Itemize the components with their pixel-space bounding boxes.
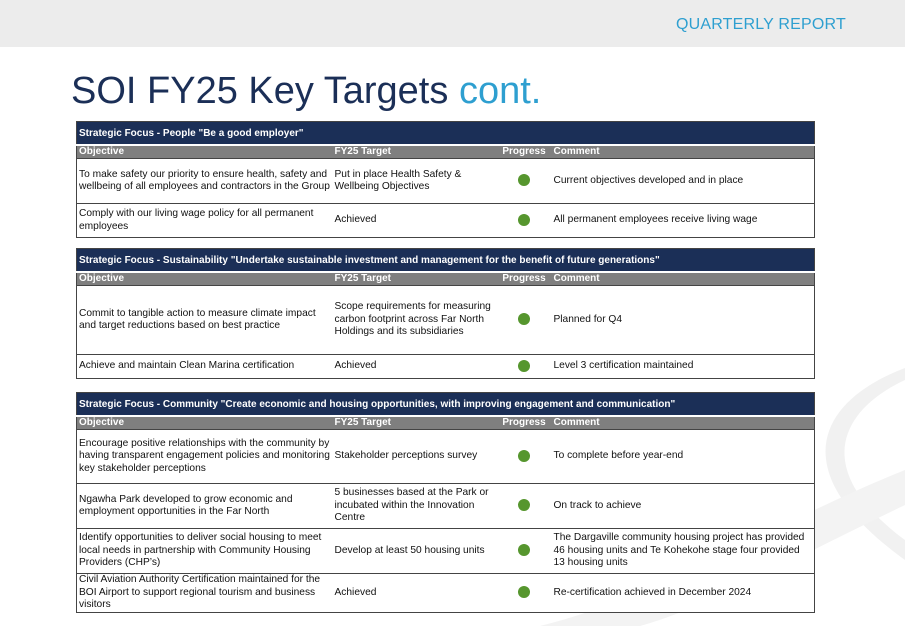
objective-cell: Commit to tangible action to measure climate impact and target reductions based on best practice	[77, 286, 333, 355]
progress-green-indicator	[518, 360, 530, 372]
col-objective: Objective	[77, 145, 333, 159]
progress-green-indicator	[518, 586, 530, 598]
comment-cell: To complete before year-end	[552, 430, 815, 484]
col-objective: Objective	[77, 416, 333, 430]
progress-cell	[497, 159, 552, 204]
col-target: FY25 Target	[333, 416, 497, 430]
col-comment: Comment	[552, 416, 815, 430]
progress-cell	[497, 529, 552, 574]
progress-cell	[497, 484, 552, 529]
column-header-row	[77, 272, 815, 286]
target-cell: 5 businesses based at the Park or incubated within the Innovation Centre	[333, 484, 497, 529]
column-header-row	[77, 145, 815, 159]
progress-cell	[497, 430, 552, 484]
table-row	[77, 355, 815, 379]
target-cell: Scope requirements for measuring carbon footprint across Far North Holdings and its subsidiaries	[333, 286, 497, 355]
table-row	[77, 204, 815, 238]
objective-cell: Ngawha Park developed to grow economic and employment opportunities in the Far North	[77, 484, 333, 529]
section-title: Strategic Focus - Sustainability "Undertake sustainable investment and management for the benefit of future generations"	[77, 249, 815, 273]
section-title: Strategic Focus - People "Be a good employer"	[77, 122, 815, 146]
comment-cell: Level 3 certification maintained	[552, 355, 815, 379]
table-row	[77, 529, 815, 574]
col-progress: Progress	[497, 272, 552, 286]
page-title	[71, 72, 541, 110]
target-cell: Achieved	[333, 574, 497, 613]
table-row	[77, 286, 815, 355]
objective-cell: Identify opportunities to deliver social housing to meet local needs in partnership with Community Housing Providers (CHP’s)	[77, 529, 333, 574]
section-title: Strategic Focus - Community "Create economic and housing opportunities, with improving engagement and communication"	[77, 393, 815, 417]
section-title-row	[77, 393, 815, 417]
table-row	[77, 159, 815, 204]
comment-cell: Current objectives developed and in place	[552, 159, 815, 204]
section-people-table	[76, 121, 815, 238]
section-community-table	[76, 392, 815, 613]
table-row	[77, 430, 815, 484]
objective-cell: Encourage positive relationships with the community by having transparent engagement policies and monitoring key stakeholder perceptions	[77, 430, 333, 484]
progress-green-indicator	[518, 214, 530, 226]
report-label: QUARTERLY REPORT	[675, 16, 846, 33]
col-objective: Objective	[77, 272, 333, 286]
target-cell: Achieved	[333, 355, 497, 379]
progress-cell	[497, 574, 552, 613]
col-progress: Progress	[497, 145, 552, 159]
target-cell: Stakeholder perceptions survey	[333, 430, 497, 484]
target-cell: Achieved	[333, 204, 497, 238]
section-title-row	[77, 122, 815, 146]
progress-green-indicator	[518, 544, 530, 556]
objective-cell: Civil Aviation Authority Certification maintained for the BOI Airport to support regional tourism and business visitors	[77, 574, 333, 613]
objective-cell: Comply with our living wage policy for all permanent employees	[77, 204, 333, 238]
title-accent: cont.	[458, 70, 542, 112]
comment-cell: The Dargaville community housing project has provided 46 housing units and Te Kohekohe stage four provided 13 housing units	[552, 529, 815, 574]
col-comment: Comment	[552, 272, 815, 286]
col-target: FY25 Target	[333, 145, 497, 159]
table-row	[77, 484, 815, 529]
section-sustainability-table	[76, 248, 815, 379]
target-cell: Put in place Health Safety & Wellbeing Objectives	[333, 159, 497, 204]
progress-green-indicator	[518, 174, 530, 186]
section-title-row	[77, 249, 815, 273]
comment-cell: Re-certification achieved in December 2024	[552, 574, 815, 613]
target-cell: Develop at least 50 housing units	[333, 529, 497, 574]
comment-cell: On track to achieve	[552, 484, 815, 529]
progress-cell	[497, 204, 552, 238]
progress-cell	[497, 355, 552, 379]
comment-cell: All permanent employees receive living wage	[552, 204, 815, 238]
progress-green-indicator	[518, 313, 530, 325]
objective-cell: Achieve and maintain Clean Marina certification	[77, 355, 333, 379]
col-target: FY25 Target	[333, 272, 497, 286]
objective-cell: To make safety our priority to ensure health, safety and wellbeing of all employees and contractors in the Group	[77, 159, 333, 204]
comment-cell: Planned for Q4	[552, 286, 815, 355]
title-main: SOI FY25 Key Targets	[71, 70, 459, 112]
table-row	[77, 574, 815, 613]
col-progress: Progress	[497, 416, 552, 430]
progress-green-indicator	[518, 499, 530, 511]
progress-green-indicator	[518, 450, 530, 462]
column-header-row	[77, 416, 815, 430]
progress-cell	[497, 286, 552, 355]
col-comment: Comment	[552, 145, 815, 159]
